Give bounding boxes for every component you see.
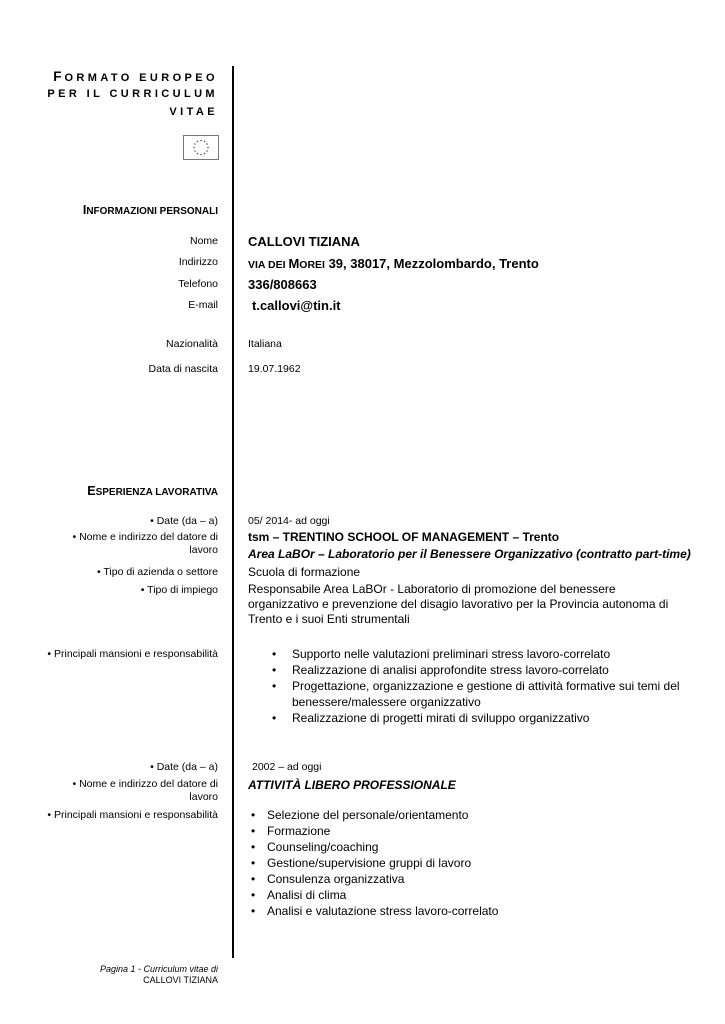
job1-duties-label: • Principali mansioni e responsabilità	[47, 648, 218, 660]
cv-title-line-3: VITAE	[169, 106, 218, 118]
nationality-value: Italiana	[248, 338, 282, 350]
list-item: • Analisi di clima	[251, 888, 347, 902]
section-personal-info: INFORMAZIONI PERSONALI	[82, 203, 218, 217]
cv-title-line-2: PER IL CURRICULUM	[47, 88, 218, 100]
cv-title-line-1: FORMATO EUROPEO	[53, 69, 218, 84]
job1-date-value: 05/ 2014- ad oggi	[248, 515, 330, 527]
list-item: • Formazione	[251, 824, 331, 838]
list-item: • Supporto nelle valutazioni preliminari stress lavoro-correlato	[272, 647, 611, 661]
birth-date-value: 19.07.1962	[248, 363, 301, 375]
footer-line-2: CALLOVI TIZIANA	[143, 975, 218, 985]
name-value: CALLOVI TIZIANA	[248, 234, 360, 249]
job2-employer-value: ATTIVITÀ LIBERO PROFESSIONALE	[248, 778, 456, 792]
list-item: • Analisi e valutazione stress lavoro-correlato	[251, 904, 499, 918]
job1-employer-value: tsm – TRENTINO SCHOOL OF MANAGEMENT – Trento	[248, 530, 560, 544]
job1-date-label: • Date (da – a)	[150, 515, 218, 527]
job2-duties-label: • Principali mansioni e responsabilità	[47, 809, 218, 821]
job2-date-value: 2002 – ad oggi	[252, 761, 322, 773]
address-label: Indirizzo	[178, 256, 218, 268]
job2-date-label: • Date (da – a)	[150, 761, 218, 773]
email-label: E-mail	[188, 299, 218, 311]
job1-type-label: • Tipo di impiego	[140, 584, 218, 596]
job1-type-value: Responsabile Area LaBOr - Laboratorio di promozione del benessere organizzativo e prevenzione del disagio lavorativo per la Provincia autonoma di Trento e i suoi Enti strumentali	[248, 582, 669, 626]
section-work-experience: ESPERIENZA LAVORATIVA	[87, 484, 218, 498]
list-item: • Gestione/supervisione gruppi di lavoro	[251, 856, 472, 870]
eu-flag-icon	[183, 135, 219, 160]
address-value: VIA DEI MOREI 39, 38017, Mezzolombardo, Trento	[248, 256, 539, 271]
list-item: • Progettazione, organizzazione e gestione di attività formative sui temi del benessere/malessere organizzativo	[272, 679, 680, 709]
job1-sector-value: Scuola di formazione	[248, 565, 361, 579]
job1-duties-list	[272, 646, 682, 726]
job1-sector-label: • Tipo di azienda o settore	[96, 566, 218, 578]
list-item: • Realizzazione di analisi approfondite stress lavoro-correlato	[272, 663, 609, 677]
birth-date-label: Data di nascita	[148, 363, 218, 375]
phone-label: Telefono	[178, 278, 218, 290]
job2-duties-list	[251, 807, 667, 919]
phone-value: 336/808663	[248, 277, 317, 292]
job1-employer-subtitle: Area LaBOr – Laboratorio per il Benessere Organizzativo (contratto part-time)	[248, 547, 691, 561]
column-divider	[232, 66, 234, 958]
list-item: • Consulenza organizzativa	[251, 872, 405, 886]
footer-line-1: Pagina 1 - Curriculum vitae di	[99, 964, 218, 974]
name-label: Nome	[189, 235, 218, 247]
job2-employer-label: • Nome e indirizzo del datore di lavoro	[72, 778, 218, 803]
email-value: t.callovi@tin.it	[252, 298, 341, 313]
list-item: • Counseling/coaching	[251, 840, 379, 854]
list-item: • Selezione del personale/orientamento	[251, 808, 469, 822]
list-item: • Realizzazione di progetti mirati di sviluppo organizzativo	[272, 711, 590, 725]
job1-employer-label: • Nome e indirizzo del datore di lavoro	[72, 531, 218, 556]
nationality-label: Nazionalità	[166, 338, 218, 350]
page-footer	[100, 964, 218, 986]
